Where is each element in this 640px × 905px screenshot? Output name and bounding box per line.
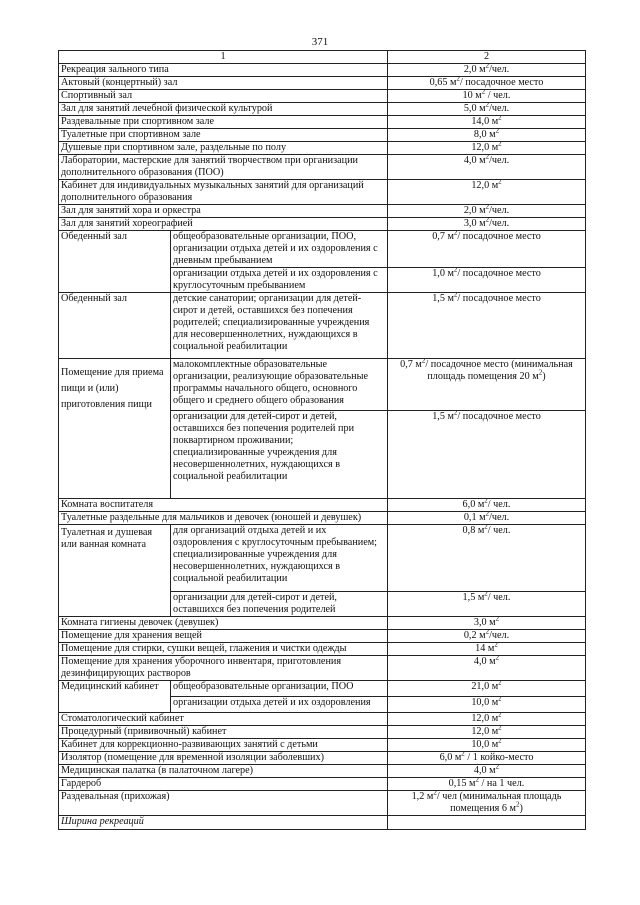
row-value: 10,0 $м^2$ [388,739,586,752]
row-condition: детские санатории; организации для детей-сирот и детей, оставшихся без попечения родителей; специализированные учреждения для несовершеннолетних, нуждающихся в социальной реабилитации [171,293,388,359]
row-value: 1,5 $м^2/$ посадочное место [388,411,586,499]
row-value: 1,2 $м^2/$ чел (минимальная площадь помещения 6 $м^2$) [388,791,586,816]
table-row [59,499,586,512]
table-row [59,643,586,656]
row-condition: организации для детей-сирот и детей, оставшихся без попечения родителей [171,592,388,617]
header-col2: 2 [388,51,586,64]
row-value: 14 $м^2$ [388,643,586,656]
header-row [59,51,586,64]
row-value: 0,1 $м^2$/чел. [388,512,586,525]
row-value: 1,5 $м^2/$ посадочное место [388,293,586,359]
row-name: Обеденный зал [59,293,171,359]
table-row [59,752,586,765]
row-name: Гардероб [59,778,388,791]
row-name: Рекреация зального типа [59,64,388,77]
row-name: Ширина рекреаций [59,816,388,830]
row-value: 4,0 $м^2$ [388,656,586,681]
table-row [59,205,586,218]
row-value: 3,0 $м^2$/чел. [388,218,586,231]
row-value: 12,0 $м^2$ [388,142,586,155]
row-name: Стоматологический кабинет [59,713,388,726]
row-value: 10 $м^2$ / чел. [388,90,586,103]
row-value: 14,0 $м^2$ [388,116,586,129]
table-row [59,726,586,739]
table-row [59,142,586,155]
row-condition: общеобразовательные организации, ПОО [171,681,388,697]
table-row [59,180,586,205]
row-name: Туалетные раздельные для мальчиков и девочек (юношей и девушек) [59,512,388,525]
row-value [388,816,586,830]
table-row [59,816,586,830]
table-row [59,129,586,142]
table-row [59,116,586,129]
row-value: 4,0 $м^2$/чел. [388,155,586,180]
table-row [59,293,586,359]
row-name: Раздевальная (прихожая) [59,791,388,816]
row-value: 2,0 $м^2$/чел. [388,205,586,218]
table-row [59,359,586,411]
row-name: Зал для занятий хореографией [59,218,388,231]
row-name: Помещение для стирки, сушки вещей, глажения и чистки одежды [59,643,388,656]
row-value: 0,65 $м^2/$ посадочное место [388,77,586,90]
row-value: 0,8 $м^2/$ чел. [388,525,586,592]
table-row [59,656,586,681]
row-value: 1,5 $м^2/$ чел. [388,592,586,617]
row-name: Душевые при спортивном зале, раздельные по полу [59,142,388,155]
row-value: 3,0 $м^2$ [388,617,586,630]
row-value: 6,0 $м^2/$ чел. [388,499,586,512]
row-name: Зал для занятий лечебной физической культурой [59,103,388,116]
table-row [59,512,586,525]
table-row [59,713,586,726]
row-value: 12,0 $м^2$ [388,713,586,726]
table-row [59,231,586,268]
row-value: 12,0 $м^2$ [388,726,586,739]
table-row [59,64,586,77]
row-name: Кабинет для индивидуальных музыкальных занятий для организаций дополнительного образования [59,180,388,205]
row-name: Лаборатории, мастерские для занятий творчеством при организации дополнительного образования (ПОО) [59,155,388,180]
table-row [59,218,586,231]
row-condition: малокомплектные образовательные организации, реализующие образовательные программы начального общего, основного общего и среднего общего образования [171,359,388,411]
page-number: 371 [311,36,329,48]
row-name: Медицинская палатка (в палаточном лагере) [59,765,388,778]
table-row [59,765,586,778]
row-name: Зал для занятий хора и оркестра [59,205,388,218]
table-row [59,77,586,90]
row-name: Туалетная и душевая или ванная комната [59,525,171,617]
row-name: Процедурный (прививочный) кабинет [59,726,388,739]
row-name: Помещение для хранения вещей [59,630,388,643]
row-name: Кабинет для коррекционно-развивающих занятий с детьми [59,739,388,752]
table-row [59,739,586,752]
row-name: Комната гигиены девочек (девушек) [59,617,388,630]
row-condition: для организаций отдыха детей и их оздоровления с круглосуточным пребыванием; специализированные учреждения для несовершеннолетних, нуждающихся в социальной реабилитации [171,525,388,592]
row-value: 8,0 $м^2$ [388,129,586,142]
row-name: Помещение для приема пищи и (или) приготовления пищи [59,359,171,499]
row-name: Туалетные при спортивном зале [59,129,388,142]
row-condition: организации отдыха детей и их оздоровления [171,697,388,713]
table-row [59,103,586,116]
row-value: 4,0 $м^2$ [388,765,586,778]
row-value: 0,7 $м^2/$ посадочное место [388,231,586,268]
header-col1: 1 [59,51,388,64]
row-value: 0,15 $м^2$ / на 1 чел. [388,778,586,791]
table-row [59,90,586,103]
table-row [59,617,586,630]
row-condition: организации для детей-сирот и детей, оставшихся без попечения родителей при поквартирном проживании; специализированные учреждения для несовершеннолетних, нуждающихся в социальной реабилитации [171,411,388,499]
row-value: 12,0 $м^2$ [388,180,586,205]
row-value: 5,0 $м^2$/чел. [388,103,586,116]
row-value: 21,0 $м^2$ [388,681,586,697]
row-value: 6,0 $м^2 / 1$ койко-место [388,752,586,765]
table-row [59,630,586,643]
row-name: Медицинский кабинет [59,681,171,713]
row-name: Раздевальные при спортивном зале [59,116,388,129]
row-condition: организации отдыха детей и их оздоровления с круглосуточным пребыванием [171,268,388,293]
row-name: Спортивный зал [59,90,388,103]
table-row [59,681,586,697]
row-value: 2,0 $м^2$/чел. [388,64,586,77]
norms-table [58,50,586,830]
row-value: 0,2 $м^2$/чел. [388,630,586,643]
row-name: Актовый (концертный) зал [59,77,388,90]
row-name: Обеденный зал [59,231,171,293]
row-value: 0,7 $м^2/$ посадочное место (минимальная площадь помещения 20 $м^2$) [388,359,586,411]
row-name: Комната воспитателя [59,499,388,512]
row-value: 10,0 $м^2$ [388,697,586,713]
row-name: Изолятор (помещение для временной изоляции заболевших) [59,752,388,765]
table-row [59,525,586,592]
table-row [59,155,586,180]
row-value: 1,0 $м^2/$ посадочное место [388,268,586,293]
row-name: Помещение для хранения уборочного инвентаря, приготовления дезинфицирующих растворов [59,656,388,681]
row-condition: общеобразовательные организации, ПОО, организации отдыха детей и их оздоровления с дневным пребыванием [171,231,388,268]
table-row [59,778,586,791]
table-row [59,791,586,816]
